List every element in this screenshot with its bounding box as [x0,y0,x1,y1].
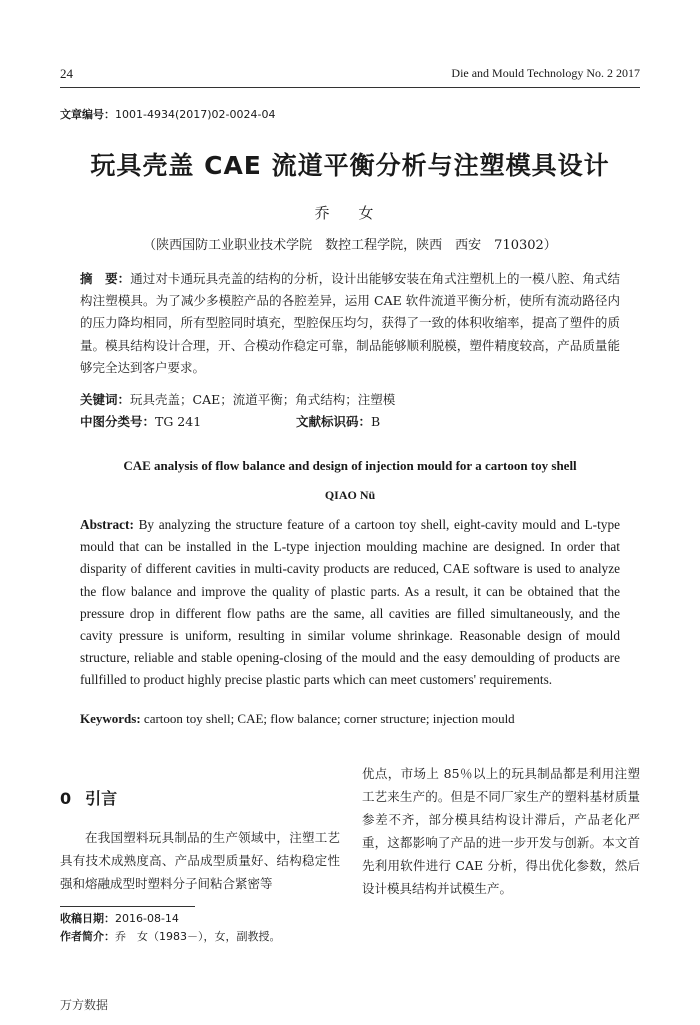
article-number-value: 1001-4934(2017)02-0024-04 [115,108,276,121]
abstract-en [80,514,620,692]
bio-text: 乔 女（1983－），女，副教授。 [115,930,281,943]
keywords-cn-label: 关键词： [80,392,131,407]
classification-number [80,412,201,430]
abstract-en-label: Abstract: [80,517,134,532]
abstract-cn-text: 通过对卡通玩具壳盖的结构的分析，设计出能够安装在角式注塑机上的一模八腔、角式结构注塑模具。为了减少多模腔产品的各腔差异，运用 CAE 软件流道平衡分析，使所有流动路径内的压力降均相同，所有型腔同时填充，型腔保压均匀，获得了一致的体积收缩率，提高了塑件的质量。模具结构设计合理，开、合模动作稳定可靠，制品能够顺利脱模，塑件精度较高，产品质量能够完全达到客户要求。 [80,271,620,375]
received-label: 收稿日期： [60,912,115,925]
body-column-left: 在我国塑料玩具制品的生产领域中，注塑工艺具有技术成熟度高、产品成型质量好、结构稳定性强和熔融成型时塑料分子间粘合紧密等 [60,830,340,891]
author-en: QIAO Nü [324,488,376,502]
abstract-cn [80,268,620,379]
affiliation: （陕西国防工业职业技术学院 数控工程学院，陕西 西安 710302） [143,238,557,253]
author: 乔 女 [314,204,386,222]
journal-name: Die and Mould Technology No. 2 2017 [451,66,640,80]
header-rule [60,87,640,88]
page-number: 24 [60,66,73,81]
paper-title: 玩具壳盖 CAE 流道平衡分析与注塑模具设计 [90,151,610,180]
keywords-cn [80,390,395,408]
body-column-right: 优点，市场上 85％以上的玩具制品都是利用注塑工艺来生产的。但是不同厂家生产的塑料基材质量参差不齐，部分模具结构设计滞后，产品老化严重，这都影响了产品的进一步开发与创新。本文首先利用软件进行 CAE 分析，得出优化参数，然后设计模具结构并试模生产。 [362,766,640,896]
document-code-value: B [371,414,381,429]
article-number [60,106,275,122]
abstract-en-text: By analyzing the structure feature of a cartoon toy shell, eight-cavity mould and L-type mould that can be installed in the L-type injection moulding machine are designed. In order that disparity of different cavities in multi-cavity products are reduced, CAE software is used to analyze the flow balance and improve the quality of plastic parts. As a result, it can be obtained that the pressure drop in different flow paths are the same, all cavities are filled simultaneously, and the cavity pressure is uniform, resulting in similar volume shrinkage. Reasonable design of mould structure, reliable and stable opening-closing of the mould and the easy demoulding of products are fullfilled to product highly precise plastic parts which can meet customers' requirements. [80,517,621,688]
footnote-rule [60,906,195,907]
classification-label: 中图分类号： [80,414,156,429]
received-date: 2016-08-14 [115,912,179,925]
document-code [296,412,380,430]
section-heading [60,786,117,809]
article-number-label: 文章编号： [60,108,115,121]
document-code-label: 文献标识码： [296,414,372,429]
footnote-author-bio [60,928,281,944]
paper-title-en: CAE analysis of flow balance and design of injection mould for a cartoon toy shell [123,458,577,473]
classification-value: TG 241 [155,414,202,429]
section-number: 0 [60,789,72,808]
abstract-cn-label: 摘 要： [80,271,131,286]
keywords-cn-text: 玩具壳盖；CAE；流道平衡；角式结构；注塑模 [130,392,396,407]
footnote-received [60,910,179,926]
keywords-en-text: cartoon toy shell; CAE; flow balance; corner structure; injection mould [143,711,515,726]
keywords-en [80,711,515,727]
bio-label: 作者简介： [60,930,115,943]
keywords-en-label: Keywords: [80,711,141,726]
watermark-footer: 万方数据 [60,998,109,1012]
section-title: 引言 [85,789,118,808]
